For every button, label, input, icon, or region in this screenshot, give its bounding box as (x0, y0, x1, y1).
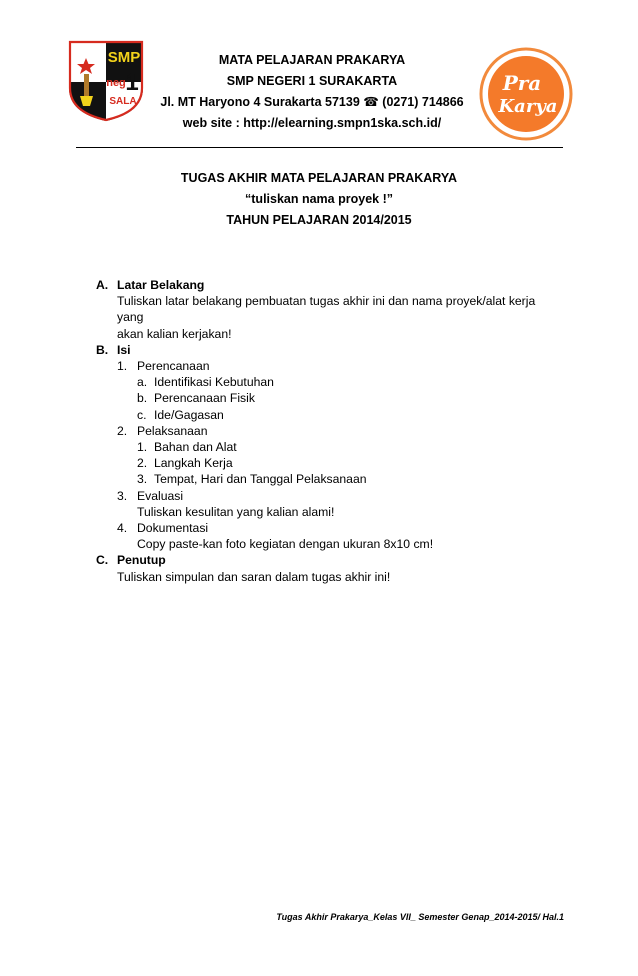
sub-list-item (137, 455, 556, 471)
sub-item-number: 3. (137, 472, 148, 487)
section-a (96, 277, 556, 342)
page-footer: Tugas Akhir Prakarya_Kelas VII_ Semester Genap_2014-2015/ Hal.1 (276, 912, 564, 922)
logo-text-karya: Karya (498, 96, 558, 117)
letterhead-text (150, 50, 474, 134)
logo-text-sala: SALA (109, 96, 137, 107)
section-title: Isi (117, 342, 131, 357)
list-item (117, 520, 556, 552)
school-logo (66, 36, 146, 122)
item-number: 1. (117, 359, 128, 374)
title-line-1: TUGAS AKHIR MATA PELAJARAN PRAKARYA (180, 171, 458, 185)
letterhead-subject: MATA PELAJARAN PRAKARYA (218, 53, 406, 67)
title-line-2: “tuliskan nama proyek !” (245, 192, 393, 206)
section-letter: A. (96, 278, 109, 292)
document-body (96, 277, 556, 585)
sub-item-label: Perencanaan Fisik (154, 391, 255, 406)
item-number: 3. (117, 488, 128, 503)
sub-list-item (137, 471, 556, 487)
header-divider (76, 147, 563, 148)
sub-item-label: Tempat, Hari dan Tanggal Pelaksanaan (154, 472, 367, 487)
section-text: Tuliskan latar belakang pembuatan tugas akhir ini dan nama proyek/alat kerja yang (117, 294, 536, 325)
logo-text-neg: neg (106, 77, 126, 89)
section-text: Tuliskan simpulan dan saran dalam tugas akhir ini! (117, 569, 391, 584)
section-title: Latar Belakang (117, 278, 205, 292)
logo-text-smp: SMP (107, 49, 141, 66)
title-line-3: TAHUN PELAJARAN 2014/2015 (226, 213, 412, 227)
item-note: Tuliskan kesulitan yang kalian alami! (137, 504, 335, 519)
section-letter: C. (96, 553, 109, 568)
sub-list-item (137, 439, 556, 455)
list-item (117, 358, 556, 423)
sub-item-label: Bahan dan Alat (154, 440, 237, 455)
sub-list-item (137, 407, 556, 423)
sub-item-label: Langkah Kerja (154, 456, 233, 471)
item-label: Pelaksanaan (137, 423, 208, 438)
sub-item-number: b. (137, 391, 148, 406)
section-letter: B. (96, 342, 109, 357)
section-b (96, 342, 556, 553)
item-label: Perencanaan (137, 359, 210, 374)
letterhead-website: web site : http://elearning.smpn1ska.sch.id/ (182, 116, 442, 130)
sub-item-label: Identifikasi Kebutuhan (154, 375, 274, 390)
section-c (96, 552, 556, 584)
list-item (117, 488, 556, 520)
sub-item-number: a. (137, 375, 148, 390)
list-item (117, 423, 556, 488)
letterhead-address: Jl. MT Haryono 4 Surakarta 57139 ☎ (0271) 714866 (160, 95, 464, 109)
sub-item-number: 1. (137, 440, 148, 455)
sub-item-label: Ide/Gagasan (154, 407, 224, 422)
item-number: 2. (117, 423, 128, 438)
logo-text-num: 1 (125, 69, 139, 96)
item-label: Evaluasi (137, 488, 184, 503)
sub-item-number: c. (137, 407, 147, 422)
document-title (0, 168, 638, 231)
sub-list-item (137, 390, 556, 406)
item-number: 4. (117, 521, 128, 536)
sub-item-number: 2. (137, 456, 148, 471)
sub-list-item (137, 374, 556, 390)
letterhead-school: SMP NEGERI 1 SURAKARTA (226, 74, 398, 88)
item-note: Copy paste-kan foto kegiatan dengan ukuran 8x10 cm! (137, 537, 434, 552)
section-title: Penutup (117, 553, 166, 568)
prakarya-logo (478, 46, 574, 142)
section-text: akan kalian kerjakan! (117, 326, 232, 341)
logo-text-pra: Pra (502, 71, 542, 95)
letterhead (66, 36, 574, 148)
item-label: Dokumentasi (137, 521, 209, 536)
